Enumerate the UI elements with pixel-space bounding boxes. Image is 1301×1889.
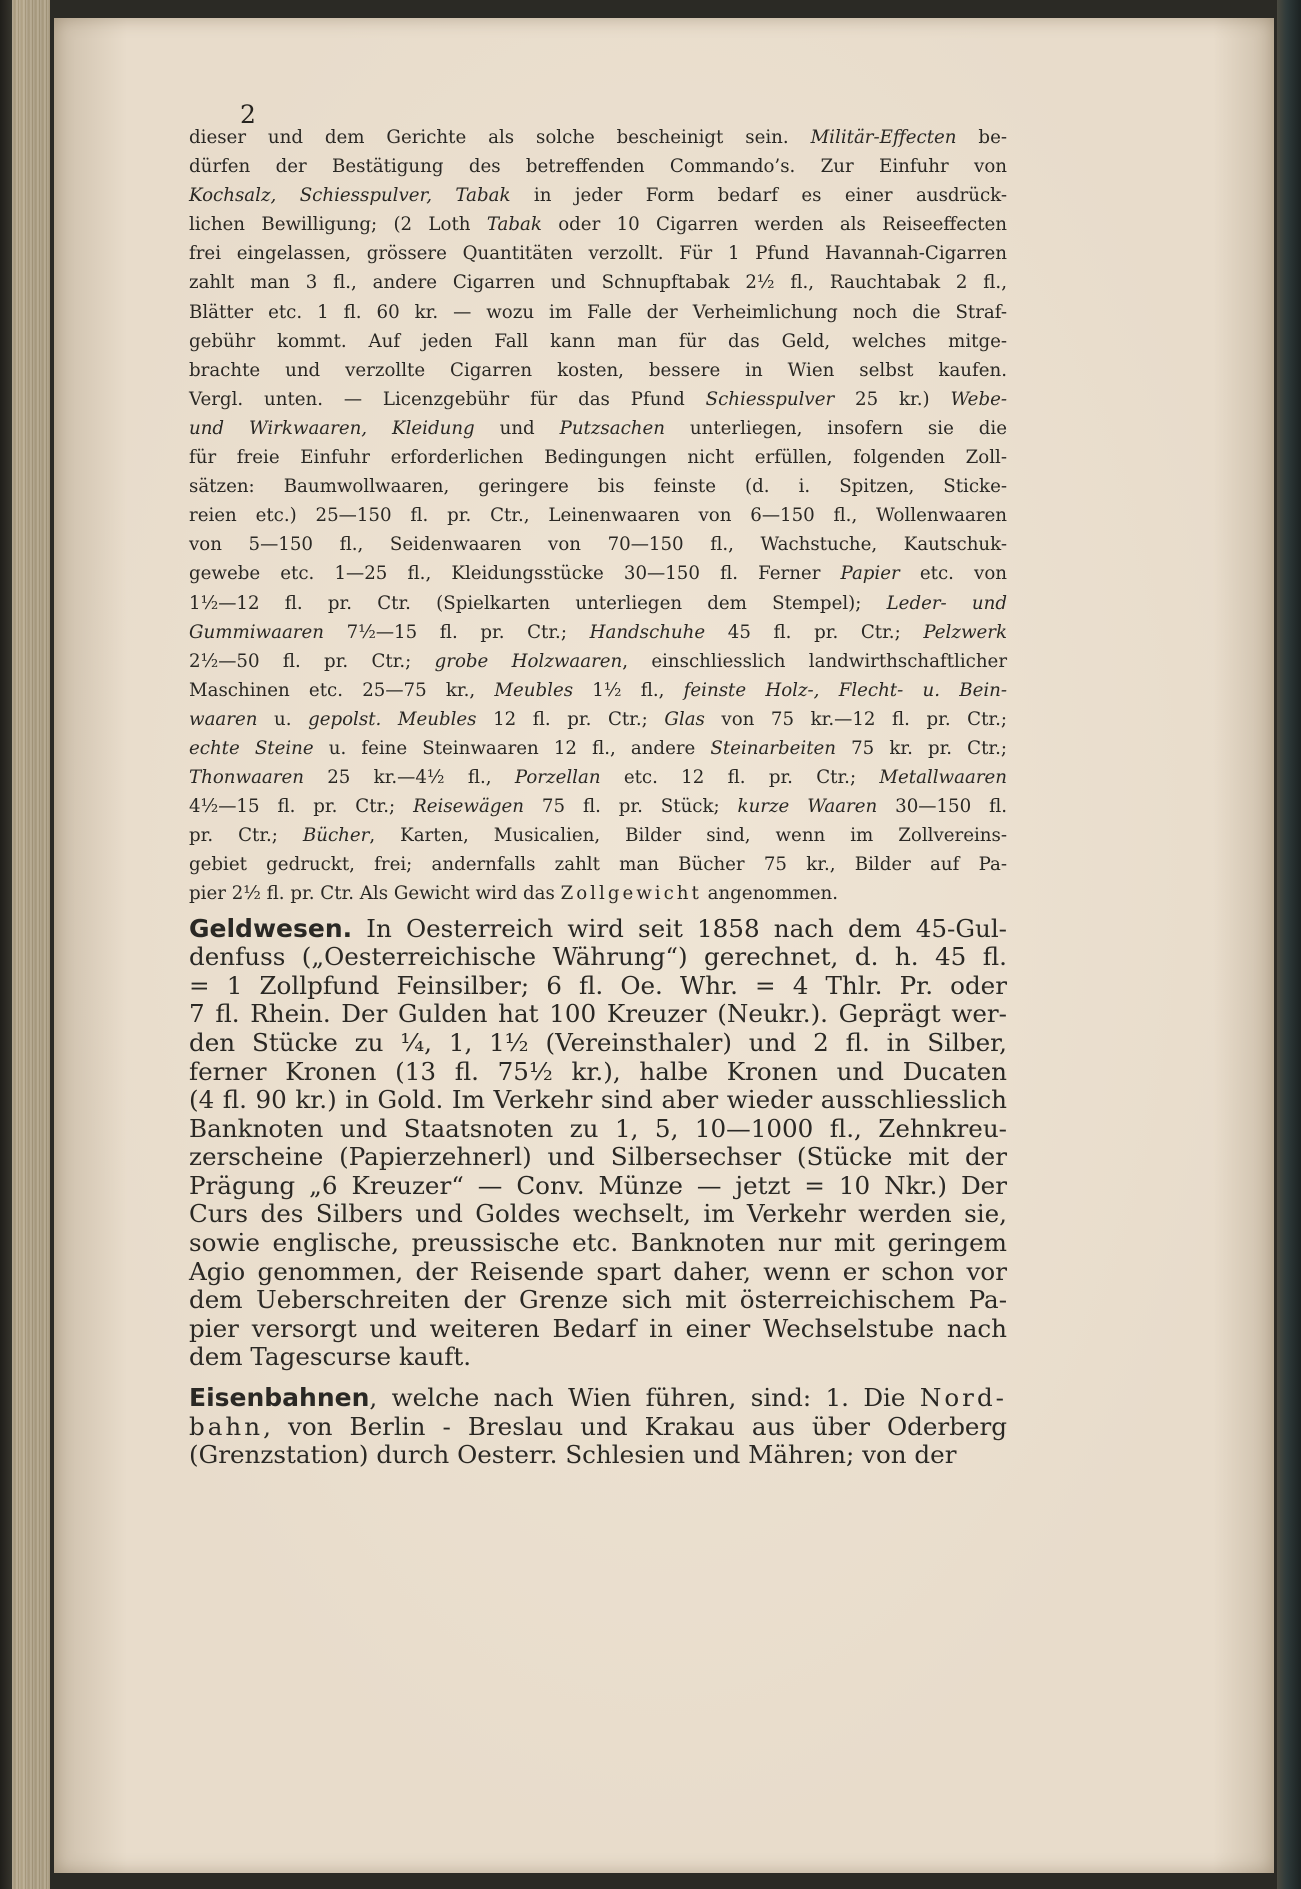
geldwesen-line: sowie englische, preussische etc. Banknoten nur mit geringem <box>189 1228 1007 1258</box>
customs-line: Thonwaaren 25 kr.—4½ fl., Porzellan etc. 12 fl. pr. Ctr.; Metallwaaren <box>189 767 1007 789</box>
customs-line: Blätter etc. 1 fl. 60 kr. — wozu im Falle der Verheimlichung noch die Straf- <box>189 301 1007 323</box>
customs-line: dürfen der Bestätigung des betreffenden Commando’s. Zur Einfuhr von <box>189 156 1007 178</box>
geldwesen-line: ferner Kronen (13 fl. 75½ kr.), halbe Kronen und Ducaten <box>189 1056 1007 1086</box>
customs-line: Kochsalz, Schiesspulver, Tabak in jeder Form bedarf es einer ausdrück- <box>189 185 1008 207</box>
customs-line: pr. Ctr.; Bücher, Karten, Musicalien, Bilder sind, wenn im Zollvereins- <box>189 825 1007 847</box>
geldwesen-line: Curs des Silbers und Goldes wechselt, im Verkehr werden sie, <box>189 1199 1007 1229</box>
geldwesen-line: Banknoten und Staatsnoten zu 1, 5, 10—1000 fl., Zehnkreu- <box>189 1113 1007 1143</box>
geldwesen-line: Prägung „6 Kreuzer“ — Conv. Münze — jetzt = 10 Nkr.) Der <box>189 1170 1007 1200</box>
customs-line: Maschinen etc. 25—75 kr., Meubles 1½ fl., feinste Holz-, Flecht- u. Bein- <box>189 679 1008 701</box>
geldwesen-line: (4 fl. 90 kr.) in Gold. Im Verkehr sind aber wieder ausschliesslich <box>189 1085 1007 1115</box>
geldwesen-line: dem Ueberschreiten der Grenze sich mit österreichischem Pa- <box>189 1285 1007 1315</box>
geldwesen-line: dem Tagescurse kauft. <box>189 1342 472 1372</box>
customs-line: zahlt man 3 fl., andere Cigarren und Schnupftabak 2½ fl., Rauchtabak 2 fl., <box>189 272 1007 294</box>
geldwesen-line: 7 fl. Rhein. Der Gulden hat 100 Kreuzer (Neukr.). Geprägt wer- <box>189 999 1007 1029</box>
customs-line: echte Steine u. feine Steinwaaren 12 fl., andere Steinarbeiten 75 kr. pr. Ctr.; <box>189 737 1008 759</box>
geldwesen-line: denfuss („Oesterreichische Währung“) gerechnet, d. h. 45 fl. <box>189 942 1007 972</box>
customs-line: reien etc.) 25—150 fl. pr. Ctr., Leinenwaaren von 6—150 fl., Wollenwaaren <box>189 505 1007 527</box>
customs-line: gewebe etc. 1—25 fl., Kleidungsstücke 30—150 fl. Ferner Papier etc. von <box>189 563 1007 585</box>
customs-line: gebiet gedruckt, frei; andernfalls zahlt man Bücher 75 kr., Bilder auf Pa- <box>189 854 1007 876</box>
page-number: 2 <box>240 100 256 129</box>
section-heading: Eisenbahnen <box>189 1383 370 1413</box>
customs-line: sätzen: Baumwollwaaren, geringere bis feinste (d. i. Spitzen, Sticke- <box>189 476 1007 498</box>
customs-line: lichen Bewilligung; (2 Loth Tabak oder 10 Cigarren werden als Reiseeffecten <box>189 214 1007 236</box>
customs-line: Vergl. unten. — Licenzgebühr für das Pfund Schiesspulver 25 kr.) Webe- <box>189 388 1007 410</box>
customs-line: waaren u. gepolst. Meubles 12 fl. pr. Ctr.; Glas von 75 kr.—12 fl. pr. Ctr.; <box>189 708 1007 730</box>
customs-line: und Wirkwaaren, Kleidung und Putzsachen unterliegen, insofern sie die <box>189 417 1007 439</box>
geldwesen-paragraph <box>189 915 1007 1373</box>
customs-line: frei eingelassen, grössere Quantitäten verzollt. Für 1 Pfund Havannah-Cigarren <box>189 243 1007 265</box>
eisenbahnen-paragraph <box>189 1384 1007 1470</box>
customs-line: pier 2½ fl. pr. Ctr. Als Gewicht wird das Zollgewicht angenommen. <box>189 883 838 905</box>
customs-paragraph <box>189 123 1007 909</box>
customs-line: 1½—12 fl. pr. Ctr. (Spielkarten unterliegen dem Stempel); Leder- und <box>189 592 1007 614</box>
customs-line: 2½—50 fl. pr. Ctr.; grobe Holzwaaren, einschliesslich landwirthschaftlicher <box>189 650 1008 672</box>
customs-line: von 5—150 fl., Seidenwaaren von 70—150 fl., Wachstuche, Kautschuk- <box>189 534 1007 556</box>
page-body <box>189 123 1007 1470</box>
geldwesen-line: Agio genommen, der Reisende spart daher, wenn er schon vor <box>189 1256 1007 1286</box>
customs-line: gebühr kommt. Auf jeden Fall kann man für das Geld, welches mitge- <box>189 330 1007 352</box>
page-stack-edge <box>12 0 50 1889</box>
section-heading: Geldwesen. <box>189 913 353 943</box>
geldwesen-line: den Stücke zu ¼, 1, 1½ (Vereinsthaler) und 2 fl. in Silber, <box>189 1027 1007 1057</box>
customs-line: dieser und dem Gerichte als solche bescheinigt sein. Militär-Effecten be- <box>189 127 1007 148</box>
geldwesen-line: zerscheine (Papierzehnerl) und Silbersechser (Stücke mit der <box>189 1142 1007 1172</box>
eisenbahnen-line: Eisenbahnen, welche nach Wien führen, sind: 1. Die Nord- <box>189 1383 1007 1413</box>
geldwesen-line: Geldwesen. In Oesterreich wird seit 1858 nach dem 45-Gul- <box>189 913 1007 943</box>
customs-line: 4½—15 fl. pr. Ctr.; Reisewägen 75 fl. pr. Stück; kurze Waaren 30—150 fl. <box>189 796 1008 818</box>
customs-line: brachte und verzollte Cigarren kosten, bessere in Wien selbst kaufen. <box>189 359 1007 381</box>
eisenbahnen-line: bahn, von Berlin - Breslau und Krakau aus über Oderberg <box>189 1411 1007 1441</box>
customs-line: für freie Einfuhr erforderlichen Bedingungen nicht erfüllen, folgenden Zoll- <box>189 447 1007 469</box>
geldwesen-line: pier versorgt und weiteren Bedarf in einer Wechselstube nach <box>189 1313 1007 1343</box>
book-cover-edge <box>1277 0 1301 1889</box>
eisenbahnen-line: (Grenzstation) durch Oesterr. Schlesien und Mähren; von der <box>189 1440 957 1470</box>
geldwesen-line: = 1 Zollpfund Feinsilber; 6 fl. Oe. Whr. = 4 Thlr. Pr. oder <box>189 970 1007 1000</box>
customs-line: Gummiwaaren 7½—15 fl. pr. Ctr.; Handschuhe 45 fl. pr. Ctr.; Pelzwerk <box>189 621 1007 643</box>
